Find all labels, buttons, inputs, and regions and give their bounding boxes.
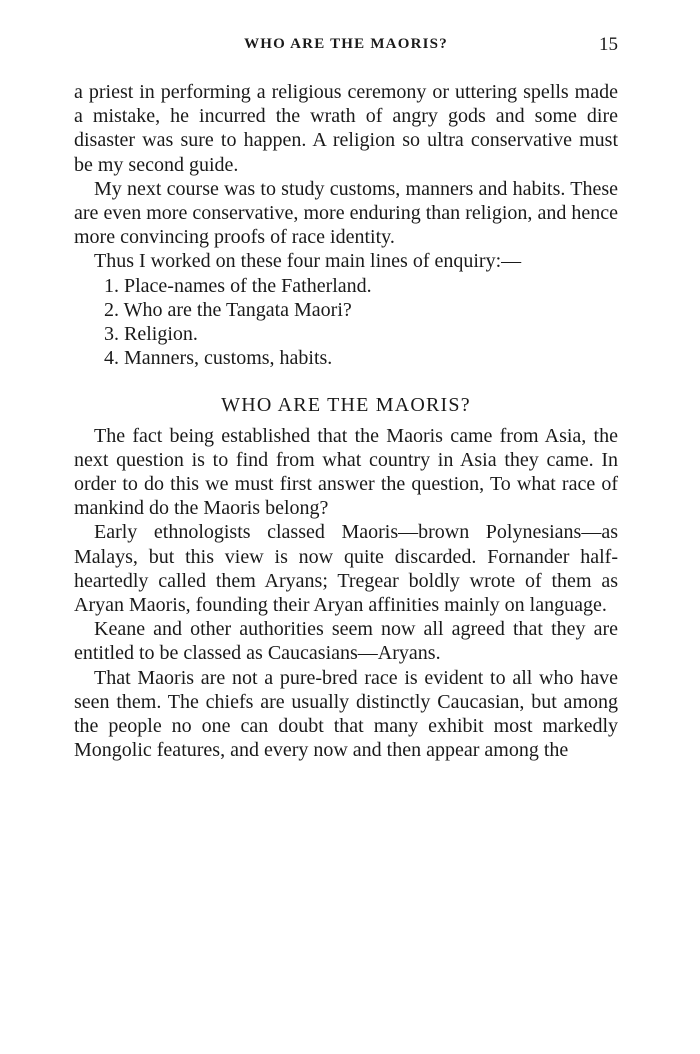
paragraph-keane: Keane and other authorities seem now all agreed that they are entitled to be classed as Caucasians—Aryans. [74,618,618,665]
paragraph-enquiry: Thus I worked on these four main lines of enquiry:— [94,250,522,273]
paragraph-continued: a priest in performing a religious ceremony or uttering spells made a mistake, he incurred the wrath of angry gods and some dire disaster was sure to happen. A religion so ultra conservative must be my second guide. [74,81,618,176]
running-title: WHO ARE THE MAORIS? [244,36,448,52]
page-number: 15 [599,34,618,55]
paragraph-pure-bred: That Maoris are not a pure-bred race is evident to all who have seen them. The chiefs are usually distinctly Caucasian, but among the people no one can doubt that many exhibit most markedly Mongolic features, and every now and then appear among the [74,666,618,762]
body-text [74,80,618,762]
paragraph-ethnologists: Early ethnologists classed Maoris—brown Polynesians—as Malays, but this view is now quite discarded. Fornander half-heartedly called them Aryans; Tregear boldly wrote of them as Aryan Maoris, founding their Aryan affinities mainly on language. [74,521,618,617]
running-head [74,34,618,60]
section-heading: WHO ARE THE MAORIS? [221,394,471,417]
paragraph-asia: The fact being established that the Maoris came from Asia, the next question is to find from what country in Asia they came. In order to do this we must first answer the question, To what race of mankind do the Maoris belong? [74,424,618,520]
paragraph-customs: My next course was to study customs, manners and habits. These are even more conservative, more enduring than religion, and hence more convincing proofs of race identity. [74,177,618,249]
list-item: 4. Manners, customs, habits. [104,347,333,370]
enquiry-list [74,274,618,371]
list-item: 1. Place-names of the Fatherland. [104,274,372,297]
list-item: 3. Religion. [104,323,198,346]
list-item: 2. Who are the Tangata Maori? [104,298,352,321]
